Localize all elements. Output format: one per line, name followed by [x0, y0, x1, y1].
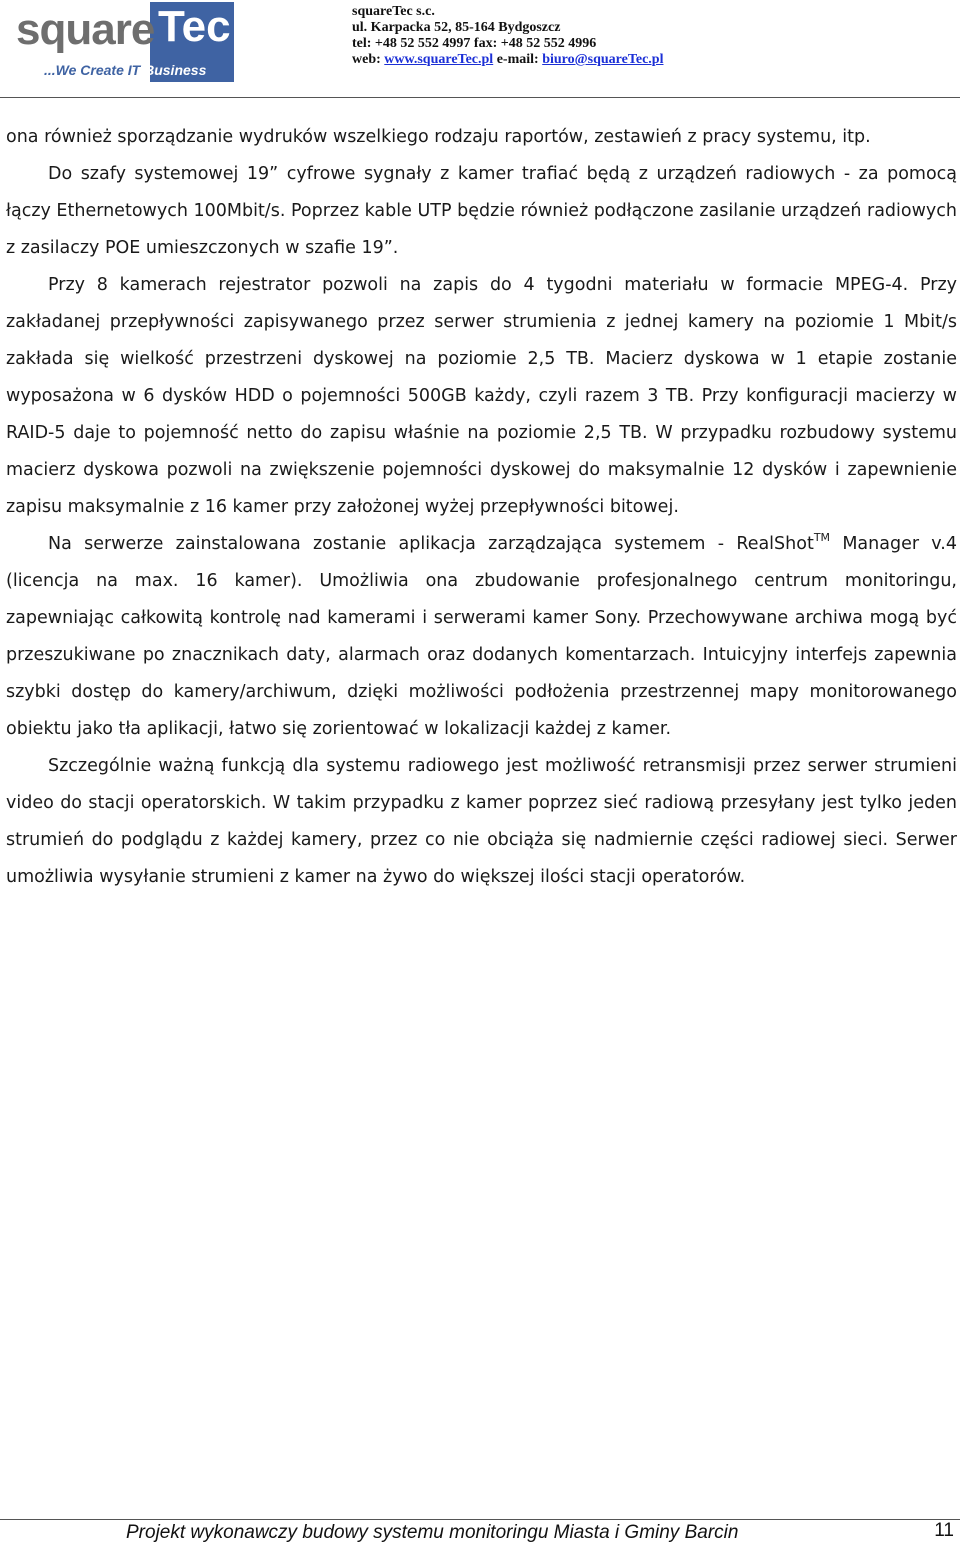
- logo-accent-text: Tec: [158, 2, 231, 51]
- email-link[interactable]: biuro@squareTec.pl: [542, 52, 664, 67]
- logo-main-text: square: [16, 5, 155, 54]
- header-divider: [0, 97, 960, 98]
- footer-divider: [0, 1519, 960, 1520]
- page-header: [0, 0, 960, 100]
- company-logo: [14, 2, 244, 84]
- trademark-superscript: TM: [813, 531, 831, 544]
- logo-tagline-part2: Business: [144, 62, 207, 78]
- company-contact-block: [352, 4, 663, 68]
- company-name: squareTec s.c.: [352, 4, 435, 19]
- paragraph-3: Przy 8 kamerach rejestrator pozwoli na zapis do 4 tygodni materiału w formacie MPEG-4. Przy zakładanej przepływności zapisywanego przez serwer strumienia z jednej kamery na poziomie 1 Mbit/s zakłada się wielkość przestrzeni dyskowej na poziomie 2,5 TB. Macierz dyskowa w 1 etapie zostanie wyposażona w 6 dysków HDD o pojemności 500GB każdy, czyli razem 3 TB. Przy konfiguracji macierzy w RAID-5 daje to pojemność netto do zapisu właśnie na poziomie 2,5 TB. W przypadku rozbudowy systemu macierz dyskowa pozwoli na zwiększenie pojemności dyskowej do maksymalnie 12 dysków i zapewnienie zapisu maksymalnie z 16 kamer przy założonej wyżej przepływności bitowej.: [6, 275, 957, 517]
- logo-tagline-part1: ...We Create IT: [44, 62, 145, 78]
- company-web-email: [352, 52, 663, 68]
- company-phone-fax: tel: +48 52 552 4997 fax: +48 52 552 4996: [352, 36, 597, 51]
- web-label: web:: [352, 52, 385, 67]
- company-address: ul. Karpacka 52, 85-164 Bydgoszcz: [352, 20, 561, 35]
- paragraph-4: [6, 526, 957, 748]
- logo-tagline: [44, 62, 206, 78]
- paragraph-4-part1: Na serwerze zainstalowana zostanie aplikacja zarządzająca systemem - RealShot: [48, 534, 814, 554]
- website-link[interactable]: www.squareTec.pl: [384, 52, 494, 67]
- paragraph-1: ona również sporządzanie wydruków wszelkiego rodzaju raportów, zestawień z pracy systemu, itp.: [6, 127, 871, 147]
- paragraph-2: Do szafy systemowej 19” cyfrowe sygnały z kamer trafiać będą z urządzeń radiowych - za pomocą łączy Ethernetowych 100Mbit/s. Poprzez kable UTP będzie również podłączone zasilanie urządzeń radiowych z zasilaczy POE umieszczonych w szafie 19”.: [6, 164, 957, 258]
- paragraph-5: Szczególnie ważną funkcją dla systemu radiowego jest możliwość retransmisji przez serwer strumieni video do stacji operatorskich. W takim przypadku z kamer poprzez sieć radiową przesyłany jest tylko jeden strumień do podglądu z każdej kamery, przez co nie obciąża się nadmiernie części radiowej sieci. Serwer umożliwia wysyłanie strumieni z kamer na żywo do większej ilości stacji operatorów.: [6, 756, 957, 887]
- email-label: e-mail:: [493, 52, 543, 67]
- footer-document-title: Projekt wykonawczy budowy systemu monitoringu Miasta i Gminy Barcin: [126, 1522, 739, 1543]
- page-number: 11: [934, 1520, 954, 1541]
- document-body: [6, 119, 957, 896]
- paragraph-4-part2: Manager v.4 (licencja na max. 16 kamer). Umożliwia ona zbudowanie profesjonalnego centrum monitoringu, zapewniając całkowitą kontrolę nad kamerami i serwerami kamer Sony. Przechowywane archiwa mogą być przeszukiwane po znacznikach daty, alarmach oraz dodanych komentarzach. Intuicyjny interfejs zapewnia szybki dostęp do kamery/archiwum, dzięki możliwości podłożenia przestrzennej mapy monitorowanego obiektu jako tła aplikacji, łatwo się zorientować w lokalizacji każdej z kamer.: [6, 534, 958, 739]
